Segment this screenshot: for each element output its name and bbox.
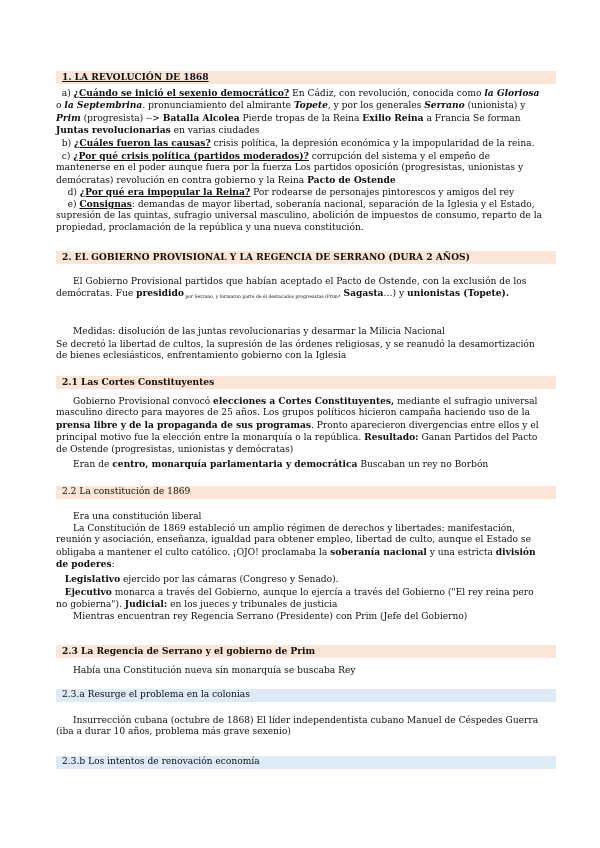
question-e: e) Consignas: demandas de mayor libertad, soberanía nacional, separación de la Iglesia y el Estado, supresión de las quintas, sufragio universal masculino, abolición de impuestos de consumo, reparto de la propiedad, proclamación de la república y una nueva constitución. [56,199,543,233]
section-2-heading: 2. EL GOBIERNO PROVISIONAL Y LA REGENCIA DE SERRANO (DURA 2 AÑOS) [56,251,556,264]
section-2-paragraph-2: Medidas: disolución de las juntas revolucionarias y desarmar la Milicia Nacional [73,327,445,337]
section-2-paragraph-3: Se decretó la libertad de cultos, la supresión de las órdenes religiosas, y se reanudó la desamortización de bienes eclesiásticos, enfrentamiento gobierno con la Iglesia [56,340,535,362]
question-c: c) ¿Por qué crisis política (partidos moderados)? corrupción del sistema y el empeño de mantenerse en el poder aunque fuera por la fuerza Los partidos oposición (progresistas, unionistas y demócratas) revolución en contra gobierno y la Reina Pacto de Ostende [56,151,524,186]
section-2-1-paragraph-2: Eran de centro, monarquía parlamentaria y democrática Buscaban un rey no Borbón [73,459,489,470]
section-2-2-paragraph-1: Era una constitución liberal [73,512,202,522]
ejecutivo-line: Ejecutivo monarca a través del Gobierno, aunque lo ejercía a través del Gobierno ("El rey reina pero no gobierna"). Judicial: en los jueces y tribunales de justicia [56,587,534,611]
question-a: a) ¿Cuándo se inició el sexenio democrático? En Cádiz, con revolución, conocida como la Gloriosa o la Septembrina. pronunciamiento del almirante Topete, y por los generales Serrano (unionista) y Prim (progresista) --> Batalla Alcolea Pierde tropas de la Reina Exilio Reina a Francia Se forman Juntas revolucionarias en varias ciudades [56,88,540,137]
section-2-3-a-paragraph-1: Insurrección cubana (octubre de 1868) El líder independentista cubano Manuel de Céspedes Guerra (iba a durar 10 años, problema más grave sexenio) [56,716,539,738]
section-2-1-heading: 2.1 Las Cortes Constituyentes [56,376,556,389]
question-d: d) ¿Por qué era impopular la Reina? Por rodearse de personajes pintorescos y amigos del rey [67,187,515,198]
section-2-3-a-heading: 2.3.a Resurge el problema en la colonias [56,689,556,702]
section-2-3-paragraph-1: Había una Constitución nueva sin monarquía se buscaba Rey [73,666,356,676]
section-2-paragraph-1: El Gobierno Provisional partidos que habían aceptado el Pacto de Ostende, con la exclusión de los demócratas. Fue presidido $_{por Serrano, y formaron parte de él destacados progresistas (Prim}$, Sagasta…) y unionistas (Topete). [56,277,527,301]
section-1-heading: 1. LA REVOLUCIÓN DE 1868 [56,71,556,84]
section-2-2-paragraph-2: La Constitución de 1869 estableció un amplio régimen de derechos y libertades: manifestación, reunión y asociación, enseñanza, igualdad para obtener empleo, libertad de culto, aunque el Estado se obligaba a mantener el culto católico. ¡OJO! proclamaba la soberanía nacional y una estricta división de poderes: [56,524,536,571]
legislativo-line: Legislativo ejercido por las cámaras (Congreso y Senado). [64,574,339,585]
section-2-3-b-heading: 2.3.b Los intentos de renovación economía [56,756,556,769]
section-2-3-heading: 2.3 La Regencia de Serrano y el gobierno de Prim [56,645,556,658]
section-2-2-paragraph-3: Mientras encuentran rey Regencia Serrano (Presidente) con Prim (Jefe del Gobierno) [73,612,468,622]
section-2-2-heading: 2.2 La constitución de 1869 [56,486,556,499]
section-2-1-paragraph-1: Gobierno Provisional convocó elecciones a Cortes Constituyentes, mediante el sufragio universal masculino directo para mayores de 25 años. Los grupos políticos hicieron campaña haciendo uso de la prensa libre y de la propaganda de sus programas. Pronto aparecieron divergencias entre ellos y el principal motivo fue la elección entre la monarquía o la república. Resultado: Ganan Partidos del Pacto de Ostende (progresistas, unionistas y demócratas) [56,396,539,455]
question-b: b) ¿Cuáles fueron las causas? crisis política, la depresión económica y la impopularidad de la reina. [61,138,535,149]
